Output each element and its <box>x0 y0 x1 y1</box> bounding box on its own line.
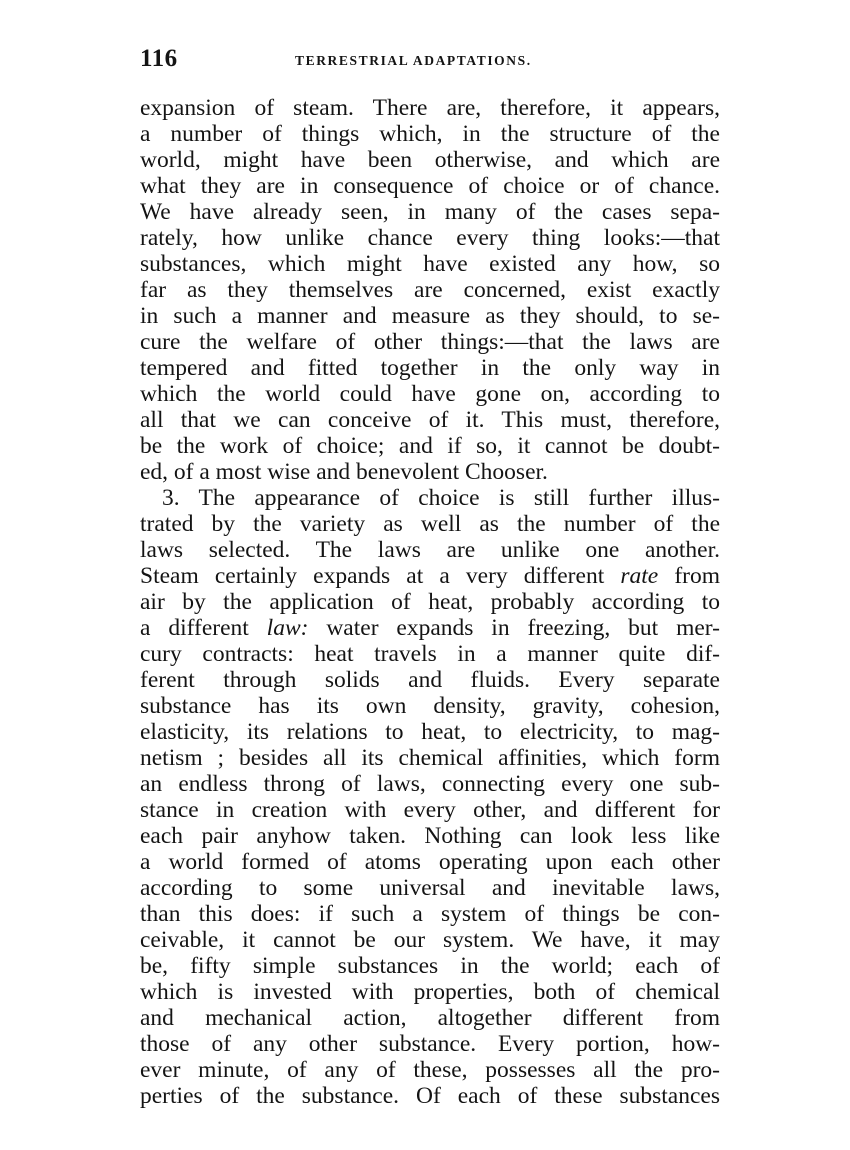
page-number: 116 <box>140 45 178 72</box>
text-line: each pair anyhow taken. Nothing can look less like <box>140 823 720 849</box>
text-line: ed, of a most wise and benevolent Chooser. <box>140 459 548 485</box>
text-line: trated by the variety as well as the number of the <box>140 511 720 537</box>
text-line: world, might have been otherwise, and which are <box>140 147 720 173</box>
text-line: laws selected. The laws are unlike one another. <box>140 537 720 563</box>
text-line: far as they themselves are concerned, exist exactly <box>140 277 720 303</box>
text-line: ferent through solids and fluids. Every separate <box>140 667 720 693</box>
text-line: 3. The appearance of choice is still further illus- <box>162 485 720 511</box>
running-head <box>140 45 720 85</box>
text-span: water expands in freezing, but mer- <box>308 615 720 641</box>
text-line: substance has its own density, gravity, cohesion, <box>140 693 720 719</box>
text-line <box>140 563 720 589</box>
text-line: stance in creation with every other, and different for <box>140 797 720 823</box>
text-line: substances, which might have existed any how, so <box>140 251 720 277</box>
text-line: all that we can conceive of it. This must, therefore, <box>140 407 720 433</box>
text-line: elasticity, its relations to heat, to electricity, to mag- <box>140 719 720 745</box>
text-line: according to some universal and inevitable laws, <box>140 875 720 901</box>
text-span: a different <box>140 615 267 641</box>
text-line: netism ; besides all its chemical affinities, which form <box>140 745 720 771</box>
text-line: which the world could have gone on, according to <box>140 381 720 407</box>
text-line: cure the welfare of other things:—that the laws are <box>140 329 720 355</box>
text-line: in such a manner and measure as they should, to se- <box>140 303 720 329</box>
text-line: tempered and fitted together in the only way in <box>140 355 720 381</box>
text-line: air by the application of heat, probably according to <box>140 589 720 615</box>
text-line: and mechanical action, altogether different from <box>140 1005 720 1031</box>
running-title: TERRESTRIAL ADAPTATIONS. <box>295 53 532 68</box>
text-line: what they are in consequence of choice or of chance. <box>140 173 720 199</box>
text-line: We have already seen, in many of the cases sepa- <box>140 199 720 225</box>
body-text <box>140 95 720 1109</box>
text-line: be the work of choice; and if so, it cannot be doubt- <box>140 433 720 459</box>
text-line <box>140 615 720 641</box>
text-span: from <box>658 563 720 589</box>
italic-word: law: <box>266 615 309 641</box>
text-line: than this does: if such a system of things be con- <box>140 901 720 927</box>
text-line: a number of things which, in the structure of the <box>140 121 720 147</box>
text-line: cury contracts: heat travels in a manner quite dif- <box>140 641 720 667</box>
text-line: those of any other substance. Every portion, how- <box>140 1031 720 1057</box>
text-line: rately, how unlike chance every thing looks:—that <box>140 225 720 251</box>
text-line: perties of the substance. Of each of these substances <box>140 1083 720 1109</box>
text-line: which is invested with properties, both of chemical <box>140 979 720 1005</box>
text-line: ever minute, of any of these, possesses all the pro- <box>140 1057 720 1083</box>
text-line: a world formed of atoms operating upon each other <box>140 849 720 875</box>
text-line: expansion of steam. There are, therefore, it appears, <box>140 95 720 121</box>
text-line: ceivable, it cannot be our system. We have, it may <box>140 927 720 953</box>
text-line: an endless throng of laws, connecting every one sub- <box>140 771 720 797</box>
book-page <box>140 45 720 1109</box>
italic-word: rate <box>620 563 659 589</box>
text-span: Steam certainly expands at a very different <box>140 563 621 589</box>
text-line: be, fifty simple substances in the world; each of <box>140 953 720 979</box>
